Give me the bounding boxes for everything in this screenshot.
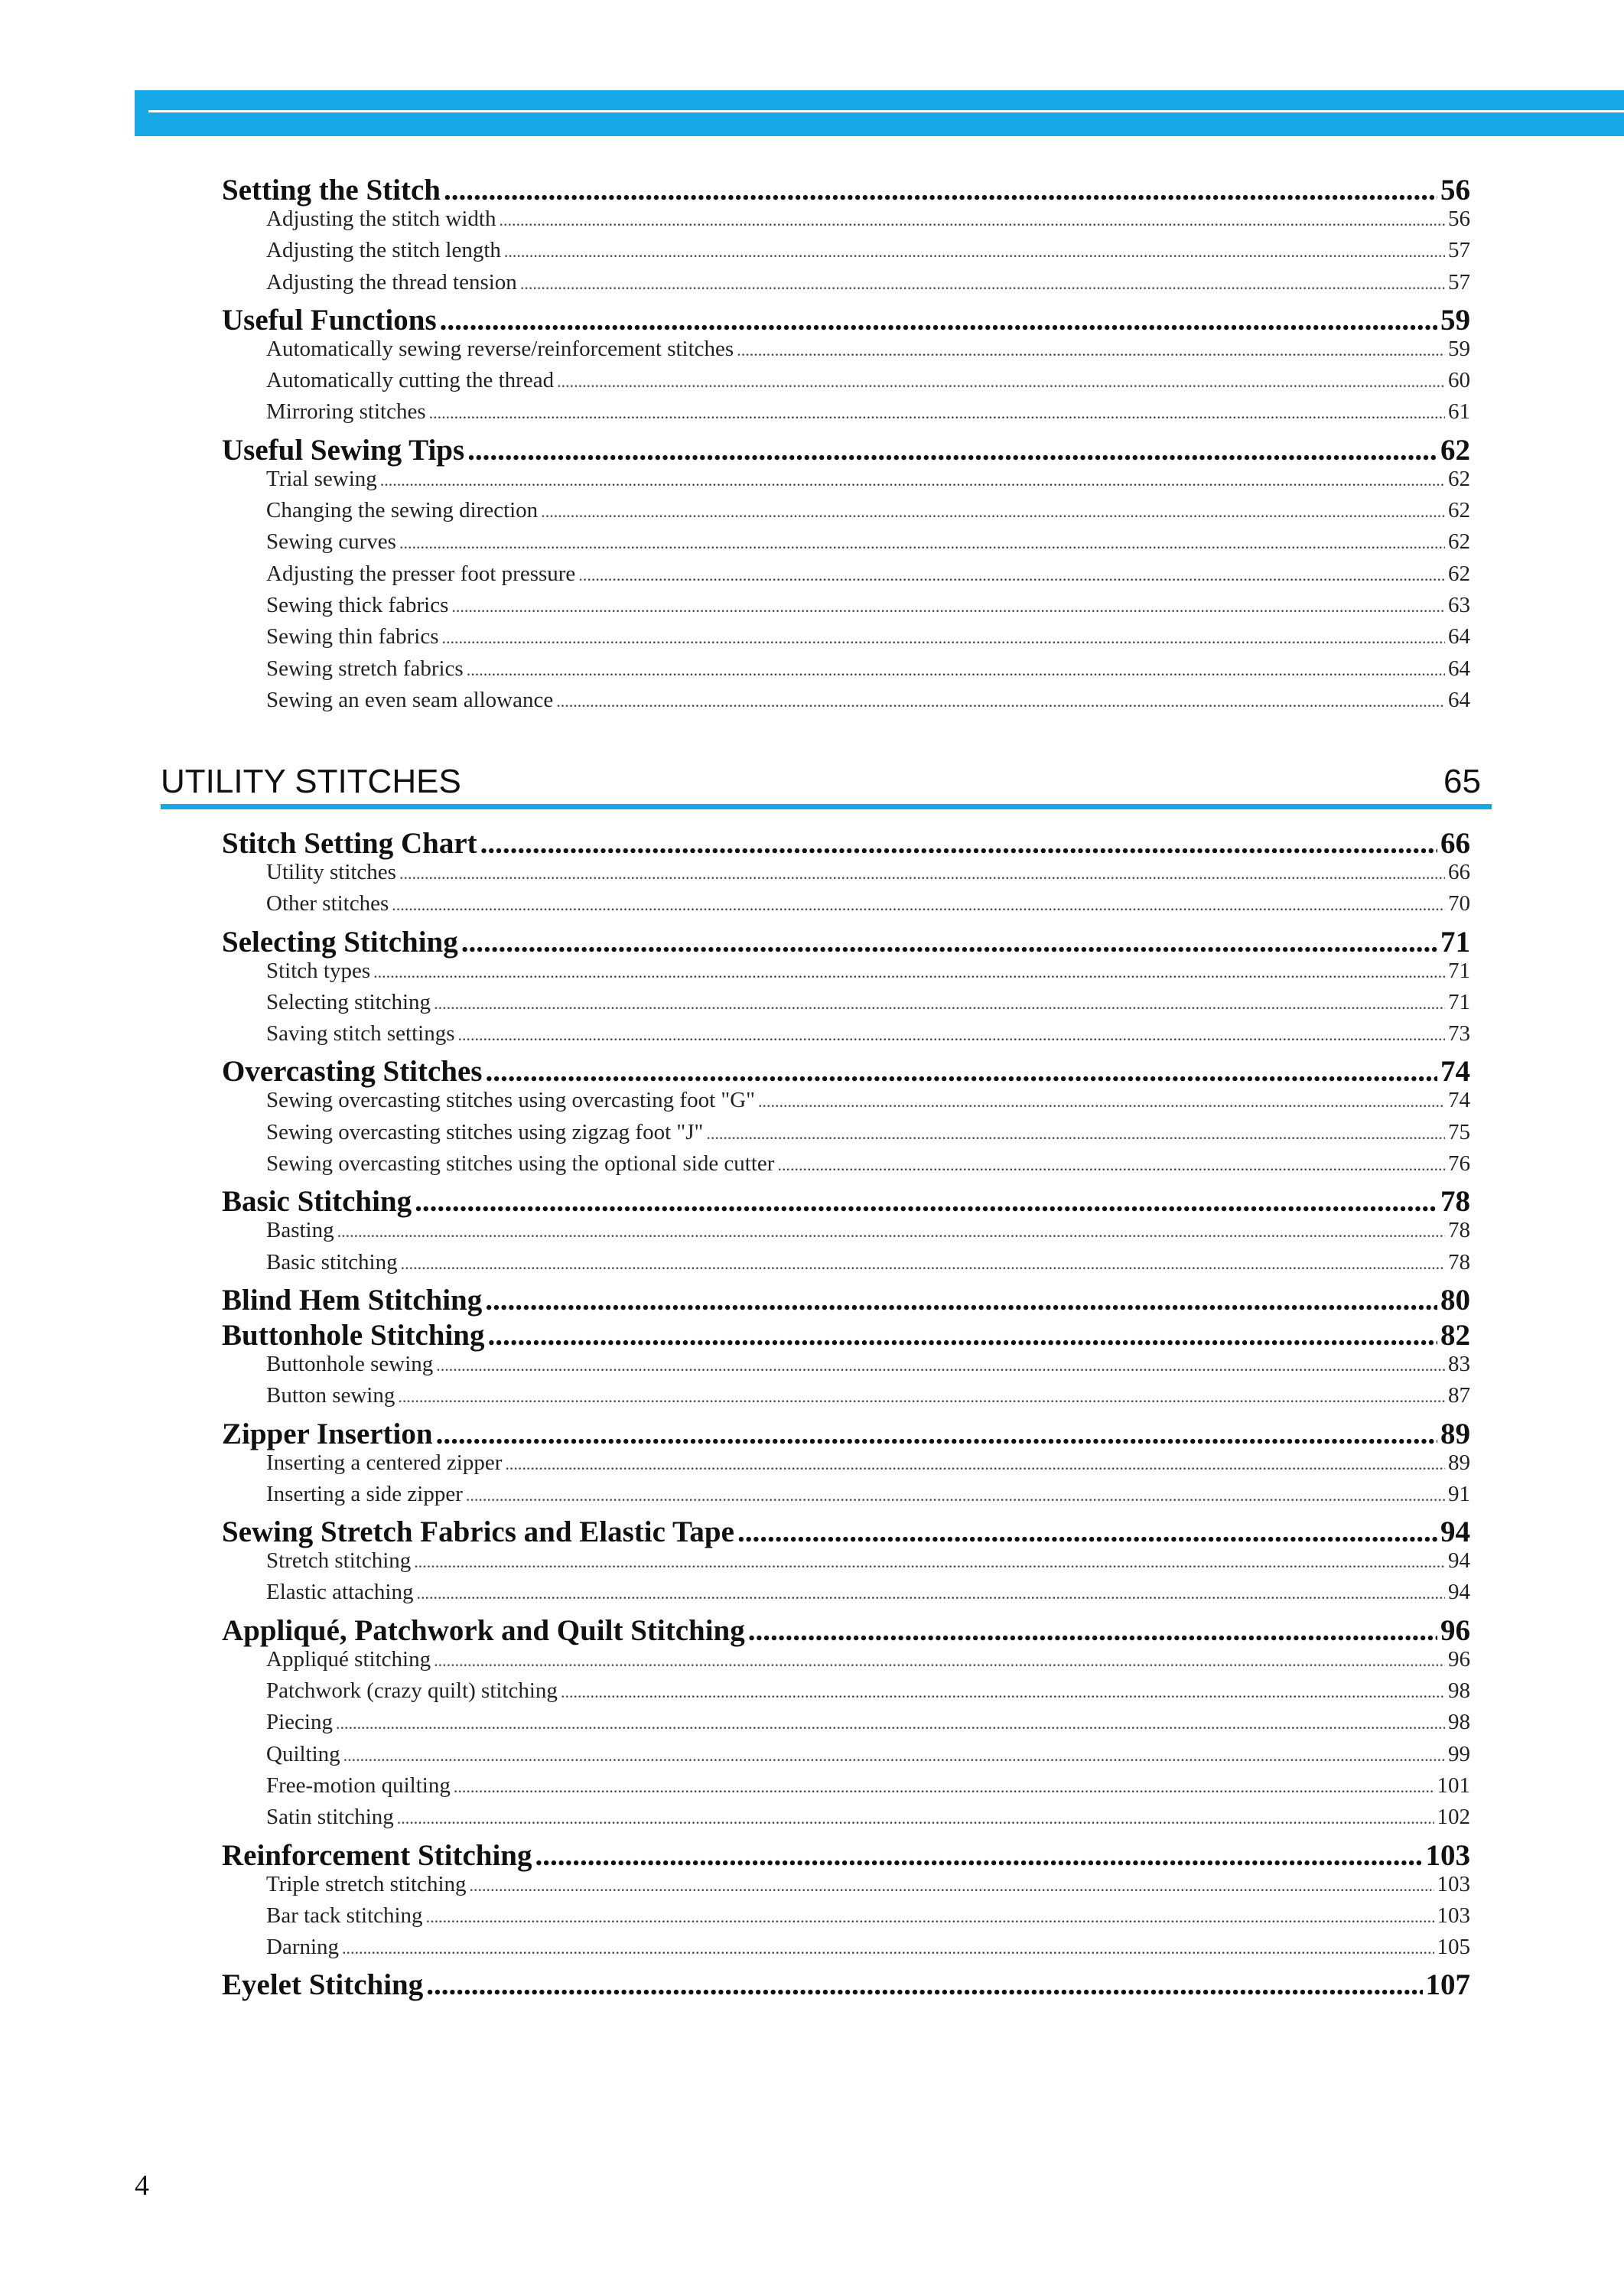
dot-leader xyxy=(436,1356,1445,1375)
toc-entry-page: 64 xyxy=(1448,687,1470,712)
toc-entry-label: Sewing overcasting stitches using the optional side cutter xyxy=(266,1151,775,1177)
toc-entry-page: 87 xyxy=(1448,1383,1470,1408)
toc-entry-label: Useful Functions xyxy=(222,303,437,337)
dot-leader xyxy=(416,1584,1445,1603)
toc-subentry[interactable] xyxy=(222,562,1470,593)
toc-subentry[interactable] xyxy=(222,1935,1470,1966)
dot-leader xyxy=(467,660,1445,680)
toc-entry-label: Stitch types xyxy=(266,958,371,983)
toc-entry-label: Sewing overcasting stitches using overcasting foot "G" xyxy=(266,1088,756,1113)
toc-entry-page: 64 xyxy=(1448,624,1470,649)
dot-leader xyxy=(557,372,1445,392)
toc-entry-page: 89 xyxy=(1440,1417,1470,1450)
toc-entry-label: Sewing thin fabrics xyxy=(266,624,439,649)
toc-entry-page: 63 xyxy=(1448,592,1470,617)
toc-entry-page: 107 xyxy=(1425,1968,1470,2002)
dot-leader xyxy=(399,864,1445,884)
toc-entry-label: Basting xyxy=(266,1218,334,1243)
dot-leader xyxy=(458,1025,1446,1045)
toc-entry-page: 80 xyxy=(1440,1283,1470,1317)
dot-leader xyxy=(777,1155,1445,1175)
dot-leader xyxy=(451,597,1445,617)
toc-entry-label: Automatically cutting the thread xyxy=(266,368,555,393)
toc-subentry[interactable] xyxy=(222,1120,1470,1151)
toc-subentry[interactable] xyxy=(222,1580,1470,1611)
toc-entry-page: 75 xyxy=(1448,1119,1470,1144)
toc-subentry[interactable] xyxy=(222,624,1470,656)
toc-entry-page: 76 xyxy=(1448,1151,1470,1177)
dot-leader xyxy=(748,1613,1437,1648)
toc-entry-page: 94 xyxy=(1448,1580,1470,1605)
toc-subentry[interactable] xyxy=(222,1383,1470,1414)
toc-subentry[interactable] xyxy=(222,1151,1470,1183)
toc-entry-page: 56 xyxy=(1440,174,1470,207)
toc-entry-label: Setting the Stitch xyxy=(222,174,441,207)
toc-subentry[interactable] xyxy=(222,337,1470,368)
dot-leader xyxy=(454,1777,1434,1797)
toc-subentry[interactable] xyxy=(222,1647,1470,1678)
toc-entry-page: 101 xyxy=(1437,1773,1470,1798)
toc-subentry[interactable] xyxy=(222,207,1470,238)
dot-leader xyxy=(561,1682,1445,1702)
toc-subentry[interactable] xyxy=(222,688,1470,719)
dot-leader xyxy=(337,1222,1445,1242)
toc-subentry[interactable] xyxy=(222,529,1470,561)
dot-leader xyxy=(336,1714,1445,1733)
dot-leader xyxy=(342,1939,1434,1958)
toc-entry-label: Adjusting the stitch width xyxy=(266,207,496,231)
toc-subentry[interactable] xyxy=(222,467,1470,498)
dot-leader xyxy=(578,565,1445,585)
toc-entry[interactable] xyxy=(222,1283,1470,1317)
toc-entry-label: Sewing stretch fabrics xyxy=(266,656,464,681)
toc-subentry[interactable] xyxy=(222,1678,1470,1710)
toc-entry-label: Bar tack stitching xyxy=(266,1903,423,1928)
toc-entry-label: Sewing Stretch Fabrics and Elastic Tape xyxy=(222,1515,734,1549)
toc-entry-page: 78 xyxy=(1440,1185,1470,1219)
toc-entry-label: Basic Stitching xyxy=(222,1185,412,1219)
toc-subentry[interactable] xyxy=(222,959,1470,990)
toc-entry-page: 66 xyxy=(1448,860,1470,884)
toc-subentry[interactable] xyxy=(222,1903,1470,1935)
toc-entry-label: Utility stitches xyxy=(266,860,396,884)
toc-entry[interactable] xyxy=(222,1417,1470,1450)
dot-leader xyxy=(466,1486,1445,1506)
toc-entry-label: Stretch stitching xyxy=(266,1548,412,1574)
dot-leader xyxy=(373,962,1445,982)
toc-subentry[interactable] xyxy=(222,498,1470,529)
dot-leader xyxy=(429,403,1445,423)
toc-entry-label: Sewing an even seam allowance xyxy=(266,687,554,712)
dot-leader xyxy=(505,1454,1445,1474)
toc-block-1 xyxy=(222,171,1470,719)
toc-subentry[interactable] xyxy=(222,1773,1470,1805)
toc-subentry[interactable] xyxy=(222,270,1470,301)
toc-entry-label: Buttonhole Stitching xyxy=(222,1318,485,1352)
toc-entry-label: Adjusting the presser foot pressure xyxy=(266,561,576,586)
toc-subentry[interactable] xyxy=(222,1710,1470,1741)
dot-leader xyxy=(486,1054,1438,1089)
toc-entry-label: Sewing overcasting stitches using zigzag foot "J" xyxy=(266,1119,704,1144)
toc-entry-label: Changing the sewing direction xyxy=(266,498,539,523)
toc-entry-label: Inserting a centered zipper xyxy=(266,1450,503,1475)
toc-entry-page: 102 xyxy=(1437,1805,1470,1830)
toc-entry-page: 94 xyxy=(1448,1548,1470,1574)
dot-leader xyxy=(442,628,1445,648)
toc-entry-page: 56 xyxy=(1448,207,1470,231)
dot-leader xyxy=(398,1387,1445,1407)
toc-entry-page: 59 xyxy=(1448,336,1470,361)
dot-leader xyxy=(380,470,1445,490)
toc-entry-page: 103 xyxy=(1437,1903,1470,1928)
dot-leader xyxy=(401,1254,1445,1274)
toc-subentry[interactable] xyxy=(222,399,1470,431)
dot-leader xyxy=(487,1318,1437,1353)
toc-entry-page: 71 xyxy=(1448,958,1470,983)
page-number: 4 xyxy=(135,2170,149,2202)
toc-entry-label: Piecing xyxy=(266,1710,333,1735)
dot-leader xyxy=(426,1907,1434,1927)
toc-subentry[interactable] xyxy=(222,368,1470,399)
toc-entry-label: Darning xyxy=(266,1935,340,1960)
toc-entry-label: Stitch Setting Chart xyxy=(222,827,477,860)
toc-entry-label: Elastic attaching xyxy=(266,1580,414,1605)
dot-leader xyxy=(504,242,1445,262)
toc-entry-page: 74 xyxy=(1448,1088,1470,1113)
dot-leader xyxy=(343,1746,1445,1766)
toc-entry-label: Trial sewing xyxy=(266,466,377,491)
toc-entry[interactable] xyxy=(222,1968,1470,2001)
toc-entry-label: Blind Hem Stitching xyxy=(222,1283,483,1317)
toc-entry[interactable] xyxy=(222,1318,1470,1352)
toc-entry-page: 78 xyxy=(1448,1218,1470,1243)
toc-entry-label: Patchwork (crazy quilt) stitching xyxy=(266,1678,558,1704)
toc-entry-label: Saving stitch settings xyxy=(266,1021,455,1047)
section-page: 65 xyxy=(1443,763,1481,800)
dot-leader xyxy=(541,502,1445,522)
toc-entry-label: Overcasting Stitches xyxy=(222,1055,483,1089)
toc-entry-page: 103 xyxy=(1437,1871,1470,1896)
toc-entry-page: 94 xyxy=(1440,1515,1470,1549)
toc-entry-label: Useful Sewing Tips xyxy=(222,433,465,467)
toc-entry-label: Other stitches xyxy=(266,891,389,916)
dot-leader xyxy=(470,1876,1434,1896)
toc-entry-page: 78 xyxy=(1448,1249,1470,1274)
dot-leader xyxy=(436,1417,1437,1451)
dot-leader xyxy=(392,895,1445,915)
toc-entry[interactable] xyxy=(222,173,1470,207)
toc-subentry[interactable] xyxy=(222,860,1470,891)
toc-block-2 xyxy=(222,825,1470,2001)
toc-entry-label: Inserting a side zipper xyxy=(266,1481,463,1506)
toc-entry-label: Appliqué, Patchwork and Quilt Stitching xyxy=(222,1613,745,1647)
toc-entry-page: 91 xyxy=(1448,1481,1470,1506)
toc-entry-page: 89 xyxy=(1448,1450,1470,1475)
toc-entry-page: 74 xyxy=(1440,1055,1470,1089)
toc-entry-page: 96 xyxy=(1448,1646,1470,1672)
header-bar-line xyxy=(148,110,1624,112)
dot-leader xyxy=(397,1808,1434,1828)
toc-subentry[interactable] xyxy=(222,1021,1470,1053)
toc-subentry[interactable] xyxy=(222,1352,1470,1383)
toc-subentry[interactable] xyxy=(222,1250,1470,1281)
toc-entry-page: 60 xyxy=(1448,368,1470,393)
toc-entry-page: 64 xyxy=(1448,656,1470,681)
dot-leader xyxy=(480,826,1437,861)
dot-leader xyxy=(426,1968,1422,2002)
toc-subentry[interactable] xyxy=(222,990,1470,1021)
toc-entry[interactable] xyxy=(222,433,1470,467)
toc-entry-page: 59 xyxy=(1440,303,1470,337)
dot-leader xyxy=(737,340,1445,360)
dot-leader xyxy=(499,210,1445,230)
dot-leader xyxy=(556,692,1445,711)
toc-entry-label: Selecting Stitching xyxy=(222,925,458,959)
dot-leader xyxy=(467,433,1437,467)
toc-entry-page: 103 xyxy=(1425,1838,1470,1872)
toc-entry-label: Appliqué stitching xyxy=(266,1646,431,1672)
toc-subentry[interactable] xyxy=(222,1088,1470,1119)
dot-leader xyxy=(415,1184,1437,1219)
toc-entry-label: Automatically sewing reverse/reinforcement stitches xyxy=(266,336,734,361)
toc-entry-page: 71 xyxy=(1440,925,1470,959)
toc-entry-page: 82 xyxy=(1440,1318,1470,1352)
toc-entry-label: Sewing curves xyxy=(266,529,396,555)
toc-entry[interactable] xyxy=(222,1613,1470,1647)
toc-entry[interactable] xyxy=(222,1515,1470,1548)
toc-entry-page: 98 xyxy=(1448,1710,1470,1735)
dot-leader xyxy=(706,1124,1445,1144)
toc-entry-page: 61 xyxy=(1448,399,1470,425)
toc-entry-page: 71 xyxy=(1448,989,1470,1014)
dot-leader xyxy=(758,1092,1445,1112)
toc-subentry[interactable] xyxy=(222,593,1470,624)
toc-subentry[interactable] xyxy=(222,1872,1470,1903)
toc-entry-page: 98 xyxy=(1448,1678,1470,1704)
toc-entry-label: Basic stitching xyxy=(266,1249,398,1274)
toc-entry-label: Adjusting the stitch length xyxy=(266,238,501,263)
toc-entry-label: Triple stretch stitching xyxy=(266,1871,467,1896)
toc-entry-page: 62 xyxy=(1448,561,1470,586)
toc-entry-page: 62 xyxy=(1448,529,1470,555)
toc-entry-page: 83 xyxy=(1448,1351,1470,1376)
dot-leader xyxy=(414,1552,1445,1572)
toc-entry[interactable] xyxy=(222,1054,1470,1088)
toc-entry-label: Zipper Insertion xyxy=(222,1417,433,1450)
dot-leader xyxy=(737,1515,1437,1549)
toc-subentry[interactable] xyxy=(222,1548,1470,1580)
toc-entry-page: 62 xyxy=(1448,466,1470,491)
toc-subentry[interactable] xyxy=(222,891,1470,923)
section-heading[interactable] xyxy=(161,762,1492,809)
dot-leader xyxy=(399,533,1445,553)
toc-entry-label: Button sewing xyxy=(266,1383,395,1408)
toc-entry-page: 57 xyxy=(1448,238,1470,263)
toc-subentry[interactable] xyxy=(222,1805,1470,1836)
toc-entry[interactable] xyxy=(222,826,1470,860)
dot-leader xyxy=(535,1838,1422,1873)
toc-entry-label: Buttonhole sewing xyxy=(266,1351,434,1376)
section-title: UTILITY STITCHES xyxy=(161,763,461,800)
toc-entry-label: Free-motion quilting xyxy=(266,1773,451,1798)
toc-entry-label: Satin stitching xyxy=(266,1805,394,1830)
toc-subentry[interactable] xyxy=(222,1742,1470,1773)
toc-subentry[interactable] xyxy=(222,1482,1470,1513)
toc-entry-label: Eyelet Stitching xyxy=(222,1968,424,2002)
toc-entry-page: 105 xyxy=(1437,1935,1470,1960)
toc-entry[interactable] xyxy=(222,925,1470,959)
dot-leader xyxy=(461,925,1437,959)
toc-entry[interactable] xyxy=(222,303,1470,337)
dot-leader xyxy=(434,1651,1445,1671)
toc-subentry[interactable] xyxy=(222,1218,1470,1249)
dot-leader xyxy=(520,274,1445,294)
toc-entry-label: Adjusting the thread tension xyxy=(266,269,517,295)
toc-entry-page: 57 xyxy=(1448,269,1470,295)
dot-leader xyxy=(440,303,1437,337)
toc-subentry[interactable] xyxy=(222,1450,1470,1482)
toc-entry-label: Selecting stitching xyxy=(266,989,431,1014)
toc-subentry[interactable] xyxy=(222,656,1470,688)
toc-entry[interactable] xyxy=(222,1838,1470,1872)
toc-entry-page: 70 xyxy=(1448,891,1470,916)
toc-entry-label: Reinforcement Stitching xyxy=(222,1838,532,1872)
dot-leader xyxy=(434,994,1445,1014)
toc-entry-label: Quilting xyxy=(266,1741,340,1766)
toc-entry-page: 73 xyxy=(1448,1021,1470,1047)
dot-leader xyxy=(444,173,1437,207)
toc-entry-page: 62 xyxy=(1448,498,1470,523)
toc-subentry[interactable] xyxy=(222,238,1470,269)
toc-entry-page: 66 xyxy=(1440,827,1470,860)
toc-entry-label: Mirroring stitches xyxy=(266,399,426,425)
dot-leader xyxy=(485,1283,1437,1317)
toc-entry-page: 99 xyxy=(1448,1741,1470,1766)
toc-entry-page: 62 xyxy=(1440,433,1470,467)
toc-entry-label: Sewing thick fabrics xyxy=(266,592,449,617)
toc-entry[interactable] xyxy=(222,1184,1470,1218)
header-bar xyxy=(135,90,1624,136)
toc-entry-page: 96 xyxy=(1440,1613,1470,1647)
